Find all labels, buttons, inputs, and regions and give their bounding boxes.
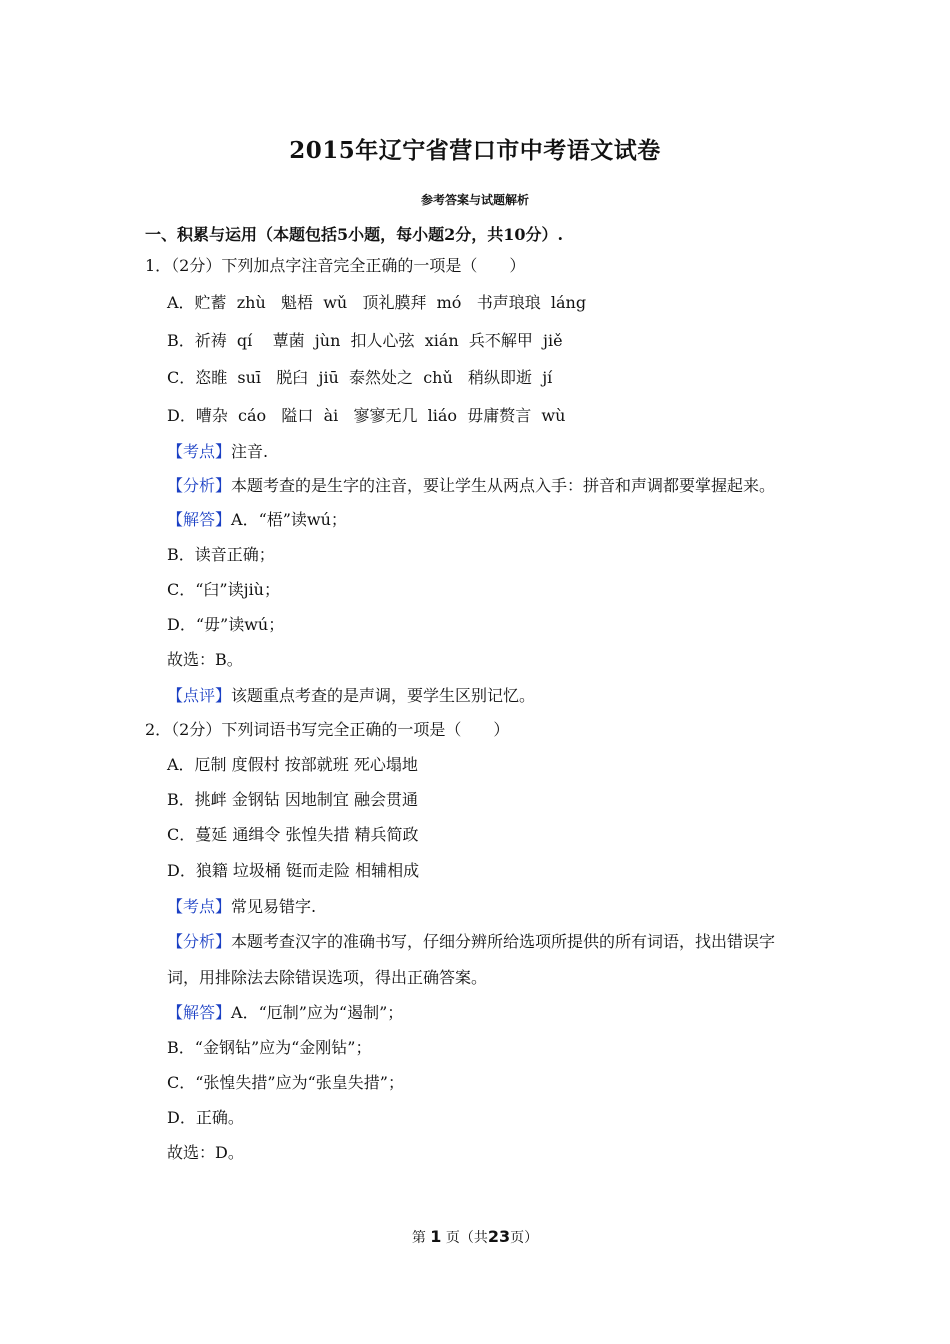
page-subtitle: 参考答案与试题解析: [420, 193, 529, 207]
question-2-stem: 2．（2分）下列词语书写完全正确的一项是（ ）: [145, 720, 510, 739]
q2-jieda: [167, 1003, 403, 1023]
q2-answer-d: D．正确。: [167, 1108, 244, 1127]
fenxi-tag: 【分析】: [167, 932, 232, 951]
fenxi-text: 本题考查的是生字的注音，要让学生从两点入手：拼音和声调都要掌握起来。: [231, 476, 776, 495]
q2-final-choice: 故选：D。: [167, 1143, 244, 1162]
q1-answer-c: C．“臼”读jiù；: [167, 580, 280, 599]
q2-kaodian: [167, 897, 316, 917]
page-title: 2015年辽宁省营口市中考语文试卷: [289, 137, 661, 164]
page-footer: [0, 1227, 950, 1247]
q1-answer-d: D．“毋”读wú；: [167, 615, 285, 634]
dianping-tag: 【点评】: [167, 686, 232, 705]
q2-option-c: C．蔓延 通缉令 张惶失措 精兵简政: [167, 825, 419, 844]
q1-answer-b: B．读音正确；: [167, 545, 275, 564]
q1-option-a: A．贮蓄 zhù 魁梧 wǔ 顶礼膜拜 mó 书声琅琅 láng: [167, 293, 587, 312]
q1-option-d: D．嘈杂 cáo 隘口 ài 寥寥无几 liáo 毋庸赘言 wù: [167, 406, 566, 425]
q2-answer-b: B．“金钢钻”应为“金刚钻”；: [167, 1038, 372, 1057]
q1-jieda: [167, 510, 347, 530]
jieda-text: A．“厄制”应为“遏制”；: [231, 1003, 404, 1022]
q1-option-b: B．祈祷 qí 蕈菌 jùn 扣人心弦 xián 兵不解甲 jiě: [167, 331, 563, 350]
fenxi-text: 本题考查汉字的准确书写，仔细分辨所给选项所提供的所有词语，找出错误字: [231, 932, 776, 951]
footer-total-pages: 23: [487, 1227, 511, 1246]
kaodian-tag: 【考点】: [167, 442, 232, 461]
footer-prefix: 第: [411, 1230, 426, 1246]
jieda-tag: 【解答】: [167, 1003, 232, 1022]
q1-option-c: C．恣睢 suī 脱臼 jiū 泰然处之 chǔ 稍纵即逝 jí: [167, 368, 553, 387]
jieda-text: A．“梧”读wú；: [231, 510, 347, 529]
footer-middle: 页（共: [445, 1230, 488, 1246]
q1-fenxi: [167, 476, 775, 496]
q2-option-b: B．挑衅 金钢钻 因地制宜 融会贯通: [167, 790, 419, 809]
kaodian-tag: 【考点】: [167, 897, 232, 916]
q2-answer-c: C．“张惶失措”应为“张皇失措”；: [167, 1073, 404, 1092]
q1-final-choice: 故选：B。: [167, 650, 243, 669]
kaodian-text: 注音.: [231, 442, 269, 461]
q2-option-a: A．厄制 度假村 按部就班 死心塌地: [167, 755, 418, 774]
jieda-tag: 【解答】: [167, 510, 232, 529]
q1-kaodian: [167, 442, 268, 462]
q1-dianping: [167, 686, 535, 706]
fenxi-tag: 【分析】: [167, 476, 232, 495]
footer-suffix: 页）: [510, 1230, 539, 1246]
dianping-text: 该题重点考查的是声调，要学生区别记忆。: [231, 686, 536, 705]
section-heading: 一、积累与运用（本题包括5小题，每小题2分，共10分）.: [145, 225, 564, 244]
q2-fenxi-continued: 词，用排除法去除错误选项，得出正确答案。: [167, 968, 488, 987]
question-1-stem: 1．（2分）下列加点字注音完全正确的一项是（ ）: [145, 256, 526, 275]
footer-page-number: 1: [430, 1227, 442, 1246]
q2-option-d: D．狼籍 垃圾桶 铤而走险 相辅相成: [167, 861, 420, 880]
kaodian-text: 常见易错字.: [231, 897, 317, 916]
q2-fenxi: [167, 932, 775, 952]
